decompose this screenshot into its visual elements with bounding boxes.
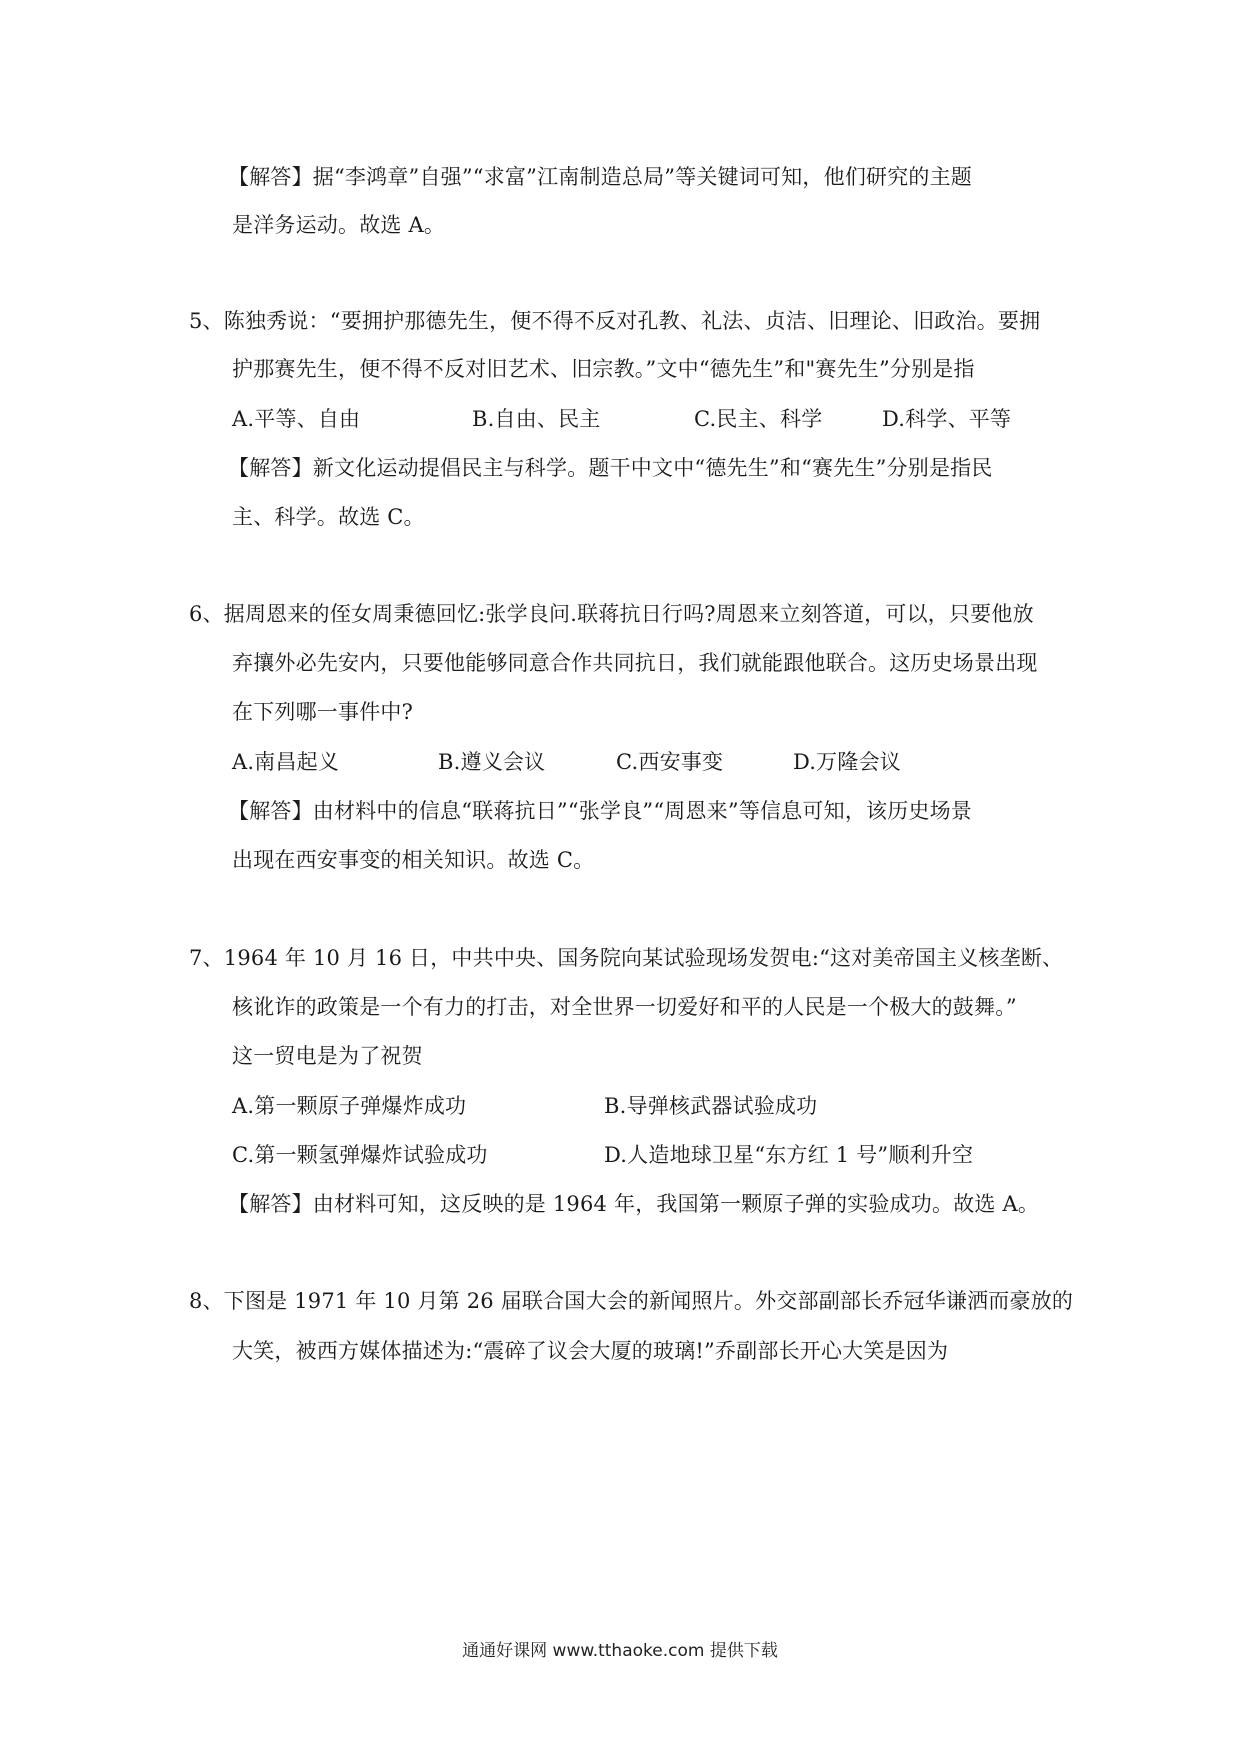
q7-option-c: C.第一颗氢弹爆炸试验成功 — [232, 1143, 488, 1167]
q6-stem-line-3: 在下列哪一事件中? — [232, 700, 414, 724]
q6-option-b: B.遵义会议 — [438, 750, 546, 774]
q6-answer-line-2: 出现在西安事变的相关知识。故选 C。 — [232, 848, 595, 872]
q4-answer-line-2: 是洋务运动。故选 A。 — [232, 213, 446, 237]
q5-stem-line-1: 5、陈独秀说：“要拥护那德先生，便不得不反对孔教、礼法、贞洁、旧理论、旧政治。要拥 — [189, 309, 1041, 333]
q5-option-a: A.平等、自由 — [232, 407, 361, 431]
q7-stem-line-3: 这一贸电是为了祝贺 — [232, 1044, 423, 1068]
q6-stem-line-2: 弃攘外必先安内，只要他能够同意合作共同抗日，我们就能跟他联合。这历史场景出现 — [232, 651, 1038, 675]
q6-answer-line-1: 【解答】由材料中的信息“联蒋抗日”“张学良”“周恩来”等信息可知，该历史场景 — [228, 799, 973, 823]
q5-answer-line-1: 【解答】新文化运动提倡民主与科学。题干中文中“德先生”和“赛先生”分别是指民 — [228, 456, 993, 480]
q7-option-d: D.人造地球卫星“东方红 1 号”顺利升空 — [604, 1143, 974, 1167]
q7-stem-line-1: 7、1964 年 10 月 16 日，中共中央、国务院向某试验现场发贺电:“这对美帝国主义核垄断、 — [189, 946, 1064, 970]
q7-stem-line-2: 核讹诈的政策是一个有力的打击，对全世界一切爱好和平的人民是一个极大的鼓舞。” — [232, 995, 1017, 1019]
page-footer: 通通好课网 www.tthaoke.com 提供下载 — [462, 1641, 778, 1661]
q7-option-a: A.第一颗原子弹爆炸成功 — [232, 1094, 467, 1118]
q8-stem-line-1: 8、下图是 1971 年 10 月第 26 届联合国大会的新闻照片。外交部副部长乔冠华谦洒而豪放的 — [189, 1289, 1074, 1313]
q5-option-b: B.自由、民主 — [472, 407, 601, 431]
q5-option-d: D.科学、平等 — [882, 407, 1012, 431]
q7-option-b: B.导弹核武器试验成功 — [604, 1094, 818, 1118]
q8-stem-line-2: 大笑，被西方媒体描述为:“震碎了议会大厦的玻璃!”乔副部长开心大笑是因为 — [232, 1339, 949, 1363]
q4-answer-line-1: 【解答】据“李鸿章”自强”“求富”江南制造总局”等关键词可知，他们研究的主题 — [228, 165, 973, 189]
q5-stem-line-2: 护那赛先生，便不得不反对旧艺术、旧宗教。”文中“德先生”和"赛先生”分别是指 — [232, 357, 975, 381]
q6-option-a: A.南昌起义 — [232, 750, 340, 774]
q5-option-c: C.民主、科学 — [694, 407, 823, 431]
q5-answer-line-2: 主、科学。故选 C。 — [232, 505, 425, 529]
q6-option-d: D.万隆会议 — [793, 750, 901, 774]
q7-answer-line-1: 【解答】由材料可知，这反映的是 1964 年，我国第一颗原子弹的实验成功。故选 A。 — [228, 1192, 1040, 1216]
q6-option-c: C.西安事变 — [616, 750, 724, 774]
q6-stem-line-1: 6、据周恩来的侄女周秉德回忆:张学良问.联蒋抗日行吗?周恩来立刻答道，可以，只要他放 — [189, 602, 1034, 626]
